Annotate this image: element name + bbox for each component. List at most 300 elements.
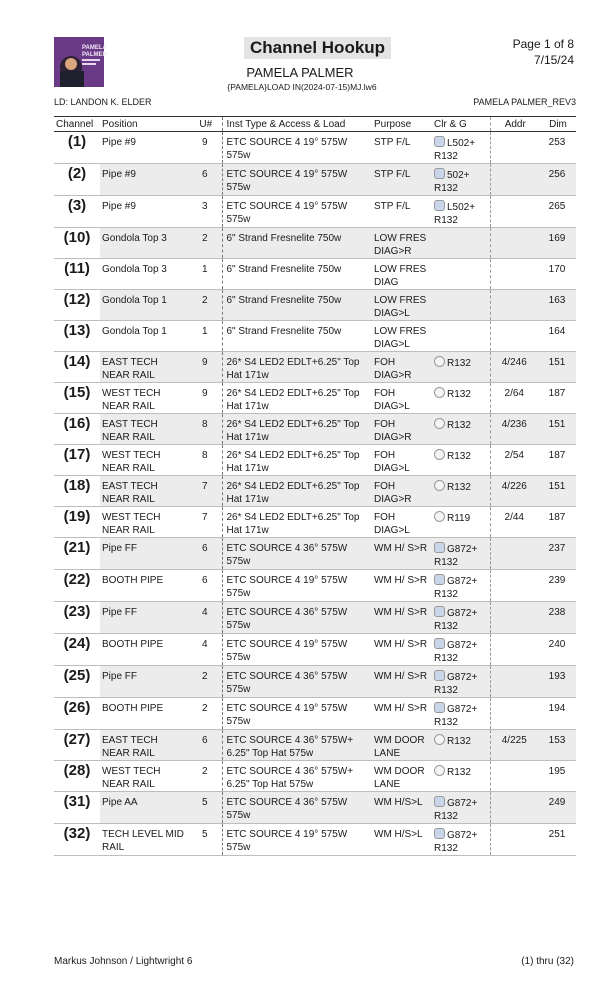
color-cell xyxy=(432,698,490,730)
purpose-cell-text: FOH DIAG>R xyxy=(374,357,412,381)
color-cell-text: G872+ R132 xyxy=(434,830,478,854)
unit-cell xyxy=(188,792,222,824)
purpose-cell-text: WM H/ S>R xyxy=(374,671,428,682)
addr-cell xyxy=(490,321,538,352)
dim-cell xyxy=(538,414,576,445)
addr-cell-text: 4/225 xyxy=(501,735,527,746)
color-cell-text: G872+ R132 xyxy=(434,798,478,822)
color-cell xyxy=(432,414,490,445)
col-channel: Channel xyxy=(54,117,100,132)
addr-cell-text: 2/54 xyxy=(504,450,524,461)
color-cell xyxy=(432,476,490,507)
inst-cell-text: 26* S4 LED2 EDLT+6.25" Top Hat 171w xyxy=(226,419,360,443)
dim-cell xyxy=(538,196,576,228)
unit-cell xyxy=(188,570,222,602)
color-cell xyxy=(432,259,490,290)
table-row xyxy=(54,824,576,856)
dim-cell-text: 240 xyxy=(548,639,566,650)
position-cell xyxy=(100,698,188,730)
channel-cell xyxy=(54,321,100,352)
channel-cell-text: (3) xyxy=(67,197,87,214)
position-cell-text: Gondola Top 1 xyxy=(102,326,167,337)
dim-cell-text: 249 xyxy=(548,797,566,808)
purpose-cell-text: STP F/L xyxy=(374,169,411,180)
purpose-cell-text: FOH DIAG>L xyxy=(374,388,410,412)
purpose-cell-text: FOH DIAG>L xyxy=(374,512,410,536)
position-cell xyxy=(100,259,188,290)
inst-cell xyxy=(222,730,372,761)
dim-cell xyxy=(538,259,576,290)
gel-swatch-icon xyxy=(434,356,445,367)
unit-cell-text: 6 xyxy=(201,735,208,746)
color-cell xyxy=(432,602,490,634)
dim-cell-text: 193 xyxy=(548,671,566,682)
inst-cell-text: ETC SOURCE 4 36° 575W 575w xyxy=(226,671,348,695)
unit-cell-text: 4 xyxy=(201,607,208,618)
dim-cell-text: 170 xyxy=(548,264,566,275)
print-date: 7/15/24 xyxy=(533,53,574,67)
gel-swatch-icon xyxy=(434,702,445,713)
footer-range: (1) thru (32) xyxy=(521,956,574,967)
position-cell-text: Pipe FF xyxy=(102,543,138,554)
dim-cell-text: 164 xyxy=(548,326,566,337)
unit-cell xyxy=(188,538,222,570)
color-cell xyxy=(432,164,490,196)
unit-cell-text: 9 xyxy=(201,357,208,368)
position-cell-text: BOOTH PIPE xyxy=(102,639,164,650)
unit-cell-text: 5 xyxy=(201,829,208,840)
color-cell xyxy=(432,383,490,414)
inst-cell-text: ETC SOURCE 4 19° 575W 575w xyxy=(226,639,348,663)
inst-cell xyxy=(222,414,372,445)
col-addr: Addr xyxy=(490,117,538,132)
table-row xyxy=(54,228,576,259)
dim-cell-text: 251 xyxy=(548,829,566,840)
channel-cell xyxy=(54,445,100,476)
channel-cell xyxy=(54,352,100,383)
inst-cell-text: ETC SOURCE 4 19° 575W 575w xyxy=(226,137,348,161)
dim-cell xyxy=(538,476,576,507)
addr-cell xyxy=(490,352,538,383)
color-cell-text: G872+ R132 xyxy=(434,704,478,728)
purpose-cell-text: FOH DIAG>R xyxy=(374,419,412,443)
inst-cell-text: ETC SOURCE 4 19° 575W 575w xyxy=(226,575,348,599)
table-row xyxy=(54,132,576,164)
unit-cell-text: 2 xyxy=(201,766,208,777)
table-row xyxy=(54,383,576,414)
dim-cell-text: 151 xyxy=(548,481,566,492)
table-row xyxy=(54,445,576,476)
purpose-cell-text: WM H/ S>R xyxy=(374,543,428,554)
dim-cell xyxy=(538,352,576,383)
position-cell xyxy=(100,538,188,570)
dim-cell xyxy=(538,730,576,761)
addr-cell xyxy=(490,383,538,414)
color-cell-text: R132 xyxy=(447,482,471,493)
purpose-cell-text: STP F/L xyxy=(374,201,411,212)
unit-cell xyxy=(188,634,222,666)
channel-cell xyxy=(54,383,100,414)
channel-cell-text: (26) xyxy=(63,699,91,716)
position-cell-text: Pipe #9 xyxy=(102,169,136,180)
inst-cell-text: ETC SOURCE 4 36° 575W 575w xyxy=(226,607,348,631)
unit-cell xyxy=(188,228,222,259)
unit-cell xyxy=(188,290,222,321)
dim-cell xyxy=(538,132,576,164)
gel-swatch-icon xyxy=(434,574,445,585)
gel-swatch-icon xyxy=(434,828,445,839)
addr-cell xyxy=(490,698,538,730)
color-cell xyxy=(432,824,490,856)
inst-cell xyxy=(222,792,372,824)
purpose-cell-text: WM H/ S>R xyxy=(374,703,428,714)
dim-cell-text: 187 xyxy=(548,512,566,523)
svg-text:PALMER: PALMER xyxy=(82,52,107,58)
channel-cell xyxy=(54,666,100,698)
dim-cell-text: 256 xyxy=(548,169,566,180)
purpose-cell xyxy=(372,414,432,445)
addr-cell xyxy=(490,228,538,259)
col-dim: Dim xyxy=(538,117,576,132)
unit-cell xyxy=(188,414,222,445)
gel-swatch-icon xyxy=(434,168,445,179)
position-cell xyxy=(100,666,188,698)
purpose-cell-text: WM H/S>L xyxy=(374,797,423,808)
addr-cell xyxy=(490,196,538,228)
lighting-designer: LD: LANDON K. ELDER xyxy=(54,97,152,107)
table-row xyxy=(54,196,576,228)
position-cell-text: Pipe #9 xyxy=(102,201,136,212)
color-cell-text: R132 xyxy=(447,736,471,747)
inst-cell-text: 6" Strand Fresnelite 750w xyxy=(226,233,342,244)
addr-cell xyxy=(490,414,538,445)
color-cell xyxy=(432,761,490,792)
position-cell xyxy=(100,196,188,228)
unit-cell xyxy=(188,321,222,352)
unit-cell xyxy=(188,824,222,856)
dim-cell-text: 194 xyxy=(548,703,566,714)
color-cell-text: R132 xyxy=(447,420,471,431)
position-cell xyxy=(100,761,188,792)
purpose-cell-text: LOW FRES DIAG>L xyxy=(374,326,427,350)
color-cell xyxy=(432,196,490,228)
dim-cell-text: 169 xyxy=(548,233,566,244)
unit-cell xyxy=(188,730,222,761)
addr-cell xyxy=(490,570,538,602)
dim-cell-text: 195 xyxy=(548,766,566,777)
dim-cell xyxy=(538,761,576,792)
purpose-cell xyxy=(372,602,432,634)
unit-cell-text: 6 xyxy=(201,575,208,586)
purpose-cell xyxy=(372,666,432,698)
channel-cell-text: (14) xyxy=(63,353,91,370)
purpose-cell xyxy=(372,352,432,383)
purpose-cell xyxy=(372,383,432,414)
table-row xyxy=(54,476,576,507)
channel-cell-text: (32) xyxy=(63,825,91,842)
unit-cell xyxy=(188,698,222,730)
inst-cell xyxy=(222,476,372,507)
inst-cell-text: 26* S4 LED2 EDLT+6.25" Top Hat 171w xyxy=(226,481,360,505)
dim-cell-text: 151 xyxy=(548,419,566,430)
inst-cell-text: ETC SOURCE 4 19° 575W 575w xyxy=(226,829,348,853)
position-cell xyxy=(100,792,188,824)
purpose-cell-text: WM H/S>L xyxy=(374,829,423,840)
channel-cell-text: (2) xyxy=(67,165,87,182)
color-cell xyxy=(432,538,490,570)
table-row xyxy=(54,792,576,824)
position-cell xyxy=(100,445,188,476)
addr-cell xyxy=(490,132,538,164)
inst-cell xyxy=(222,196,372,228)
unit-cell-text: 2 xyxy=(201,671,208,682)
color-cell-text: R132 xyxy=(447,358,471,369)
purpose-cell xyxy=(372,164,432,196)
purpose-cell xyxy=(372,196,432,228)
unit-cell-text: 7 xyxy=(201,512,208,523)
channel-cell-text: (17) xyxy=(63,446,91,463)
channel-cell xyxy=(54,507,100,538)
channel-cell xyxy=(54,761,100,792)
channel-cell-text: (24) xyxy=(63,635,91,652)
unit-cell-text: 9 xyxy=(201,137,208,148)
unit-cell-text: 7 xyxy=(201,481,208,492)
col-position: Position xyxy=(100,117,188,132)
color-cell-text: L502+ R132 xyxy=(434,202,476,226)
unit-cell-text: 8 xyxy=(201,419,208,430)
position-cell xyxy=(100,290,188,321)
dim-cell-text: 151 xyxy=(548,357,566,368)
channel-cell-text: (22) xyxy=(63,571,91,588)
dim-cell-text: 163 xyxy=(548,295,566,306)
table-row xyxy=(54,507,576,538)
position-cell-text: Pipe AA xyxy=(102,797,138,808)
channel-cell xyxy=(54,414,100,445)
purpose-cell-text: LOW FRES DIAG>L xyxy=(374,295,427,319)
position-cell xyxy=(100,164,188,196)
addr-cell-text: 4/226 xyxy=(501,481,527,492)
show-header xyxy=(0,65,612,92)
channel-cell xyxy=(54,228,100,259)
dim-cell-text: 239 xyxy=(548,575,566,586)
table-row xyxy=(54,666,576,698)
position-cell xyxy=(100,634,188,666)
table-row xyxy=(54,259,576,290)
dim-cell-text: 187 xyxy=(548,388,566,399)
addr-cell-text: 4/236 xyxy=(501,419,527,430)
inst-cell xyxy=(222,259,372,290)
unit-cell-text: 2 xyxy=(201,233,208,244)
col-unit: U# xyxy=(188,117,222,132)
purpose-cell-text: WM H/ S>R xyxy=(374,607,428,618)
color-cell xyxy=(432,792,490,824)
position-cell xyxy=(100,730,188,761)
purpose-cell xyxy=(372,445,432,476)
unit-cell-text: 8 xyxy=(201,450,208,461)
gel-swatch-icon xyxy=(434,542,445,553)
table-row xyxy=(54,414,576,445)
addr-cell-text: 4/246 xyxy=(501,357,527,368)
color-cell-text: G872+ R132 xyxy=(434,640,478,664)
purpose-cell-text: WM DOOR LANE xyxy=(374,735,425,759)
inst-cell-text: 6" Strand Fresnelite 750w xyxy=(226,326,342,337)
inst-cell xyxy=(222,507,372,538)
position-cell xyxy=(100,824,188,856)
dim-cell xyxy=(538,507,576,538)
addr-cell xyxy=(490,761,538,792)
channel-cell xyxy=(54,476,100,507)
gel-swatch-icon xyxy=(434,606,445,617)
inst-cell xyxy=(222,602,372,634)
purpose-cell xyxy=(372,634,432,666)
channel-cell-text: (18) xyxy=(63,477,91,494)
position-cell-text: BOOTH PIPE xyxy=(102,575,164,586)
position-cell-text: TECH LEVEL MID RAIL xyxy=(102,829,184,853)
color-cell xyxy=(432,352,490,383)
channel-cell xyxy=(54,290,100,321)
dim-cell xyxy=(538,824,576,856)
color-cell xyxy=(432,730,490,761)
purpose-cell xyxy=(372,132,432,164)
purpose-cell-text: STP F/L xyxy=(374,137,411,148)
channel-cell-text: (15) xyxy=(63,384,91,401)
table-row xyxy=(54,538,576,570)
col-color: Clr & G xyxy=(432,117,490,132)
dim-cell xyxy=(538,383,576,414)
addr-cell xyxy=(490,824,538,856)
gel-swatch-icon xyxy=(434,480,445,491)
unit-cell-text: 9 xyxy=(201,388,208,399)
position-cell xyxy=(100,570,188,602)
addr-cell xyxy=(490,507,538,538)
purpose-cell xyxy=(372,698,432,730)
unit-cell-text: 1 xyxy=(201,326,208,337)
position-cell-text: WEST TECH NEAR RAIL xyxy=(102,766,161,790)
show-name: PAMELA PALMER xyxy=(246,65,354,80)
unit-cell xyxy=(188,761,222,792)
channel-cell xyxy=(54,602,100,634)
inst-cell xyxy=(222,383,372,414)
dim-cell xyxy=(538,634,576,666)
addr-cell xyxy=(490,445,538,476)
addr-cell xyxy=(490,602,538,634)
channel-cell-text: (13) xyxy=(63,322,91,339)
position-cell xyxy=(100,476,188,507)
unit-cell-text: 6 xyxy=(201,169,208,180)
dim-cell xyxy=(538,321,576,352)
purpose-cell xyxy=(372,259,432,290)
purpose-cell xyxy=(372,761,432,792)
purpose-cell xyxy=(372,538,432,570)
unit-cell-text: 5 xyxy=(201,797,208,808)
purpose-cell-text: WM DOOR LANE xyxy=(374,766,425,790)
purpose-cell-text: LOW FRES DIAG>R xyxy=(374,233,427,257)
inst-cell-text: ETC SOURCE 4 19° 575W 575w xyxy=(226,169,348,193)
addr-cell-text: 2/64 xyxy=(504,388,524,399)
gel-swatch-icon xyxy=(434,796,445,807)
color-cell-text: G872+ R132 xyxy=(434,576,478,600)
inst-cell xyxy=(222,321,372,352)
position-cell-text: EAST TECH NEAR RAIL xyxy=(102,735,158,759)
color-cell xyxy=(432,132,490,164)
unit-cell-text: 2 xyxy=(201,295,208,306)
purpose-cell xyxy=(372,730,432,761)
color-cell xyxy=(432,570,490,602)
color-cell xyxy=(432,228,490,259)
svg-text:PAMELA: PAMELA xyxy=(82,45,107,51)
inst-cell-text: 6" Strand Fresnelite 750w xyxy=(226,264,342,275)
file-name: {PAMELA}LOAD IN(2024-07-15)MJ.lw6 xyxy=(227,82,377,92)
dim-cell xyxy=(538,570,576,602)
unit-cell xyxy=(188,352,222,383)
position-cell-text: WEST TECH NEAR RAIL xyxy=(102,450,161,474)
inst-cell xyxy=(222,570,372,602)
unit-cell-text: 1 xyxy=(201,264,208,275)
dim-cell-text: 187 xyxy=(548,450,566,461)
position-cell-text: Pipe FF xyxy=(102,607,138,618)
unit-cell-text: 3 xyxy=(201,201,208,212)
color-cell xyxy=(432,290,490,321)
table-row xyxy=(54,352,576,383)
position-cell xyxy=(100,602,188,634)
purpose-cell xyxy=(372,321,432,352)
col-inst: Inst Type & Access & Load xyxy=(222,117,372,132)
channel-cell xyxy=(54,164,100,196)
channel-cell xyxy=(54,792,100,824)
inst-cell xyxy=(222,761,372,792)
purpose-cell-text: FOH DIAG>R xyxy=(374,481,412,505)
dim-cell xyxy=(538,698,576,730)
addr-cell xyxy=(490,666,538,698)
color-cell-text: G872+ R132 xyxy=(434,608,478,632)
color-cell xyxy=(432,666,490,698)
table-row xyxy=(54,290,576,321)
position-cell xyxy=(100,132,188,164)
inst-cell-text: 6" Strand Fresnelite 750w xyxy=(226,295,342,306)
table-row xyxy=(54,570,576,602)
channel-cell-text: (25) xyxy=(63,667,91,684)
col-purpose: Purpose xyxy=(372,117,432,132)
unit-cell xyxy=(188,666,222,698)
inst-cell xyxy=(222,698,372,730)
dim-cell-text: 153 xyxy=(548,735,566,746)
channel-cell-text: (28) xyxy=(63,762,91,779)
unit-cell xyxy=(188,132,222,164)
dim-cell xyxy=(538,164,576,196)
color-cell xyxy=(432,634,490,666)
channel-cell-text: (23) xyxy=(63,603,91,620)
color-cell xyxy=(432,445,490,476)
addr-cell xyxy=(490,792,538,824)
position-cell-text: Gondola Top 3 xyxy=(102,233,167,244)
color-cell xyxy=(432,321,490,352)
purpose-cell xyxy=(372,824,432,856)
channel-cell xyxy=(54,132,100,164)
gel-swatch-icon xyxy=(434,511,445,522)
inst-cell xyxy=(222,290,372,321)
position-cell-text: WEST TECH NEAR RAIL xyxy=(102,388,161,412)
purpose-cell xyxy=(372,476,432,507)
channel-cell xyxy=(54,634,100,666)
dim-cell-text: 265 xyxy=(548,201,566,212)
unit-cell-text: 2 xyxy=(201,703,208,714)
inst-cell-text: ETC SOURCE 4 36° 575W+ 6.25" Top Hat 575w xyxy=(226,766,354,790)
dim-cell xyxy=(538,290,576,321)
position-cell-text: Pipe #9 xyxy=(102,137,136,148)
channel-cell-text: (19) xyxy=(63,508,91,525)
purpose-cell xyxy=(372,228,432,259)
addr-cell xyxy=(490,259,538,290)
